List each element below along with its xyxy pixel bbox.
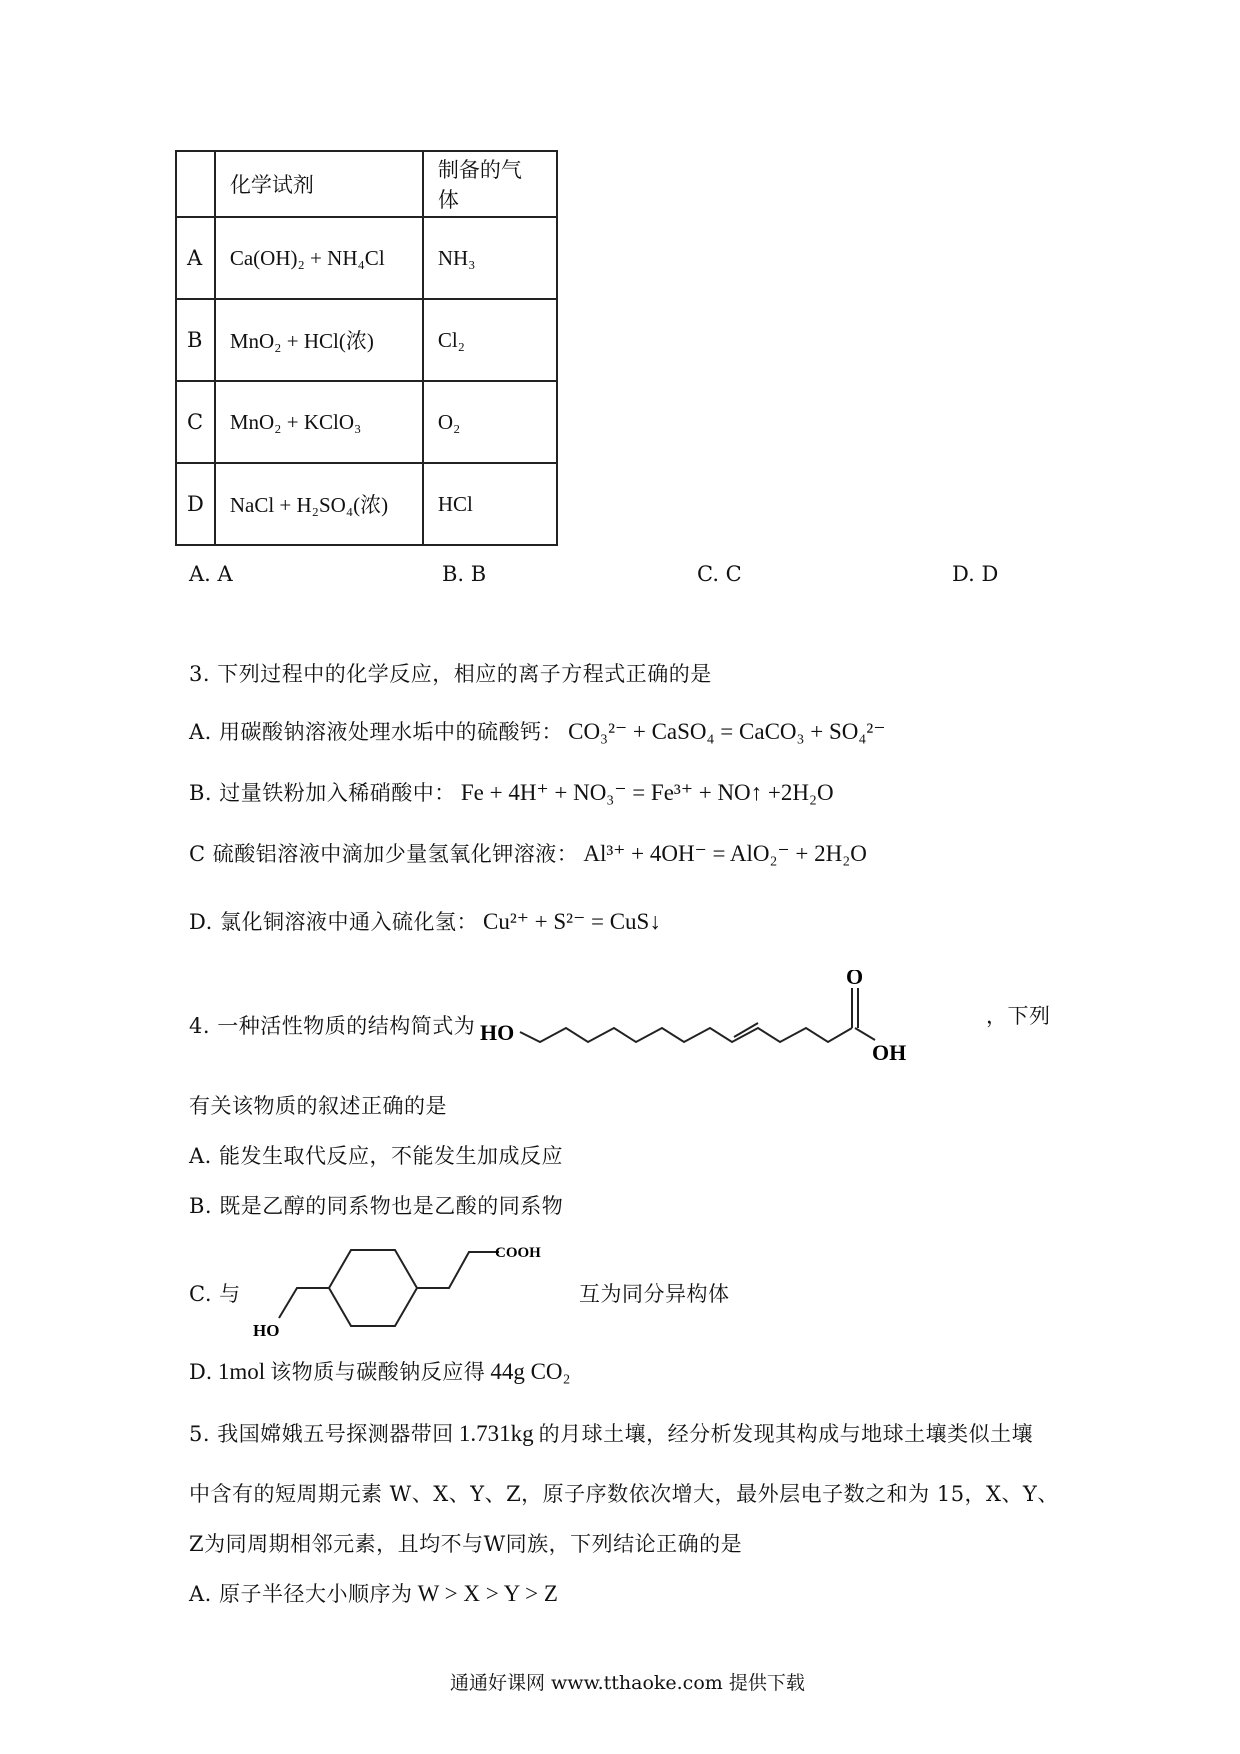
table-row	[176, 217, 557, 299]
mass: 44g CO₂	[490, 1359, 571, 1384]
table-header-cell: 制备的气体	[423, 151, 557, 217]
q2-option-b[interactable]: B. B	[442, 562, 487, 586]
q3-option-a[interactable]	[189, 716, 885, 746]
q4-option-d[interactable]	[189, 1356, 571, 1386]
row-label: B	[176, 299, 215, 381]
q4-stem-post: ，下列	[986, 1004, 1051, 1028]
q3-option-c[interactable]	[189, 838, 867, 868]
row-label: A	[176, 217, 215, 299]
oh-label: OH	[872, 1040, 907, 1065]
q5-text: 5. 我国嫦娥五号探测器带回	[189, 1422, 454, 1446]
q4-stem-line2: 有关该物质的叙述正确的是	[189, 1094, 447, 1118]
table-row	[176, 299, 557, 381]
reagent-cell: NaCl + H₂SO₄(浓)	[215, 463, 423, 545]
reagent-cell: MnO₂ + HCl(浓)	[215, 299, 423, 381]
cooh-label: COOH	[495, 1245, 541, 1261]
option-label: D.	[189, 1360, 213, 1384]
option-text: 互为同分异构体	[579, 1282, 730, 1306]
q4-option-c[interactable]	[189, 1230, 749, 1340]
q2-option-a[interactable]: A. A	[189, 562, 233, 586]
amount: 1mol	[217, 1359, 266, 1384]
propanoic-chain	[417, 1252, 499, 1288]
gas-cell: HCl	[423, 463, 557, 545]
equation: CO₃²⁻ + CaSO₄ = CaCO₃ + SO₄²⁻	[568, 719, 886, 744]
row-label: C	[176, 381, 215, 463]
molecule-structure	[480, 970, 980, 1070]
q5-mass: 1.731kg	[458, 1421, 534, 1446]
table-row	[176, 381, 557, 463]
cyclohexane-ring	[329, 1250, 417, 1326]
reagent-cell: Ca(OH)₂ + NH₄Cl	[215, 217, 423, 299]
ho-label: HO	[480, 1020, 515, 1045]
equation: W > X > Y > Z	[417, 1581, 558, 1606]
table-header-cell: 化学试剂	[215, 151, 423, 217]
option-text: A. 用碳酸钠溶液处理水垢中的硫酸钙：	[189, 720, 564, 744]
q2-option-c[interactable]: C. C	[697, 562, 742, 586]
q4-option-a[interactable]: A. 能发生取代反应，不能发生加成反应	[189, 1144, 564, 1168]
carbon-chain	[520, 1028, 852, 1042]
q3-stem: 3. 下列过程中的化学反应，相应的离子方程式正确的是	[189, 662, 712, 686]
option-text: C 硫酸铝溶液中滴加少量氢氧化钾溶液：	[189, 842, 579, 866]
q5-stem-line2: 中含有的短周期元素 W、X、Y、Z，原子序数依次增大，最外层电子数之和为 15，X、Y、	[189, 1482, 1059, 1506]
q5-stem-line1	[189, 1418, 1033, 1448]
q4-stem-pre: 4. 一种活性物质的结构简式为	[189, 1014, 476, 1038]
table-header-cell	[176, 151, 215, 217]
q4-option-b[interactable]: B. 既是乙醇的同系物也是乙酸的同系物	[189, 1194, 564, 1218]
table-header-row	[176, 151, 557, 217]
option-text: B. 过量铁粉加入稀硝酸中：	[189, 781, 456, 805]
gas-cell: O₂	[423, 381, 557, 463]
option-text: C. 与	[189, 1282, 241, 1306]
q5-stem-line3: Z为同周期相邻元素，且均不与W同族，下列结论正确的是	[189, 1532, 743, 1556]
q3-option-b[interactable]	[189, 777, 834, 807]
cyclohexane-structure	[249, 1230, 549, 1340]
option-text: 该物质与碳酸钠反应得	[270, 1360, 486, 1384]
o-label: O	[846, 970, 864, 989]
hydroxyl-bond	[855, 1028, 875, 1040]
hydroxymethyl-chain	[279, 1288, 329, 1318]
gas-cell: Cl₂	[423, 299, 557, 381]
option-text: A. 原子半径大小顺序为	[189, 1582, 413, 1606]
reagent-table	[175, 150, 558, 546]
reagent-cell: MnO₂ + KClO₃	[215, 381, 423, 463]
equation: Fe + 4H⁺ + NO₃⁻ = Fe³⁺ + NO↑ +2H₂O	[460, 780, 834, 805]
footer-source: 通通好课网 www.tthaoke.com 提供下载	[450, 1672, 805, 1694]
q2-option-d[interactable]: D. D	[952, 562, 999, 586]
gas-cell: NH₃	[423, 217, 557, 299]
row-label: D	[176, 463, 215, 545]
equation: Cu²⁺ + S²⁻ = CuS↓	[483, 909, 661, 934]
equation: Al³⁺ + 4OH⁻ = AlO₂⁻ + 2H₂O	[583, 841, 867, 866]
q3-option-d[interactable]	[189, 906, 661, 936]
table-row	[176, 463, 557, 545]
q5-text: 的月球土壤，经分析发现其构成与地球土壤类似土壤	[538, 1422, 1034, 1446]
ho-label: HO	[253, 1321, 280, 1340]
option-text: D. 氯化铜溶液中通入硫化氢：	[189, 910, 478, 934]
q5-option-a[interactable]	[189, 1578, 558, 1608]
